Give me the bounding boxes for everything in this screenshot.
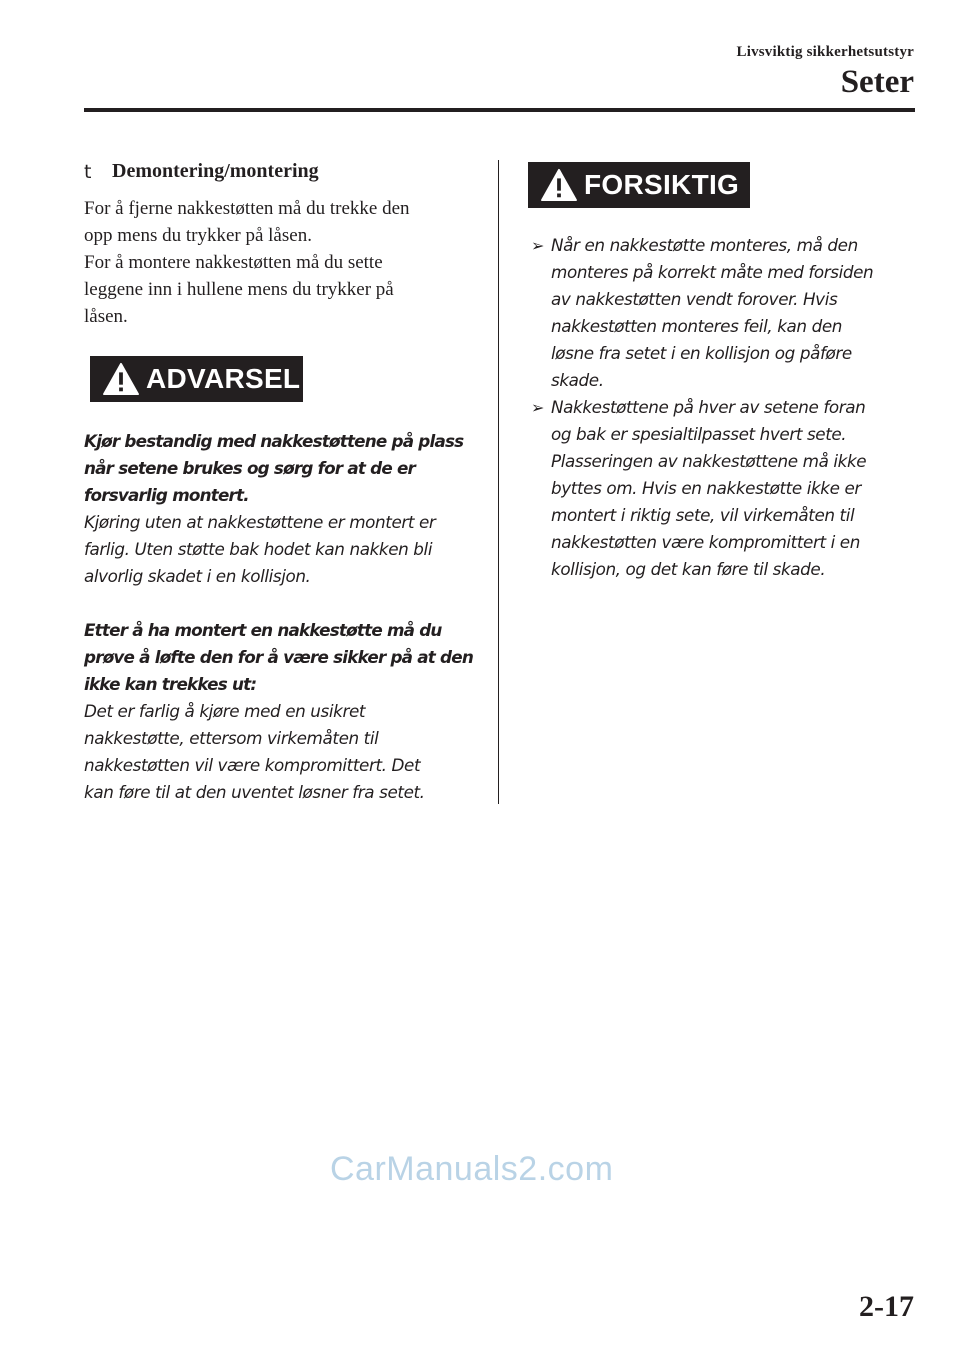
warning-block [84,428,474,806]
warning-line: prøve å løfte den for å være sikker på at den [84,647,473,667]
caution-line: av nakkestøtten vendt forover. Hvis [551,289,838,309]
warning-triangle-icon [540,168,578,202]
instructions-paragraph [84,195,474,330]
caution-line: nakkestøtten være kompromittert i en [551,532,860,552]
caution-label [528,162,750,208]
warning-bold [84,428,474,509]
caution-line: Når en nakkestøtte monteres, må den [551,235,858,255]
caution-line: og bak er spesialtilpasset hvert sete. [551,424,847,444]
warning-text [84,698,474,806]
caution-item [528,394,918,583]
warning-triangle-icon [102,362,140,396]
caution-text [551,394,866,583]
caution-line: løsne fra setet i en kollisjon og påføre [551,343,852,363]
section-heading [84,160,474,183]
caution-line: montert i riktig sete, vil virkemåten til [551,505,855,525]
column-divider [498,160,499,804]
paragraph-line: opp mens du trykker på låsen. [84,225,312,246]
paragraph-line: For å montere nakkestøtten må du sette [84,252,383,273]
warning-line: nakkestøtte, ettersom virkemåten til [84,728,379,748]
warning-line: nakkestøtten vil være kompromittert. Det [84,755,421,775]
caution-text [551,232,873,394]
caution-line: byttes om. Hvis en nakkestøtte ikke er [551,478,861,498]
warning-line: Kjøring uten at nakkestøttene er montert er [84,512,436,532]
warning-bold [84,617,474,698]
warning-label-text: ADVARSEL [146,363,301,394]
warning-line: kan føre til at den uventet løsner fra setet. [84,782,425,802]
caution-line: nakkestøtten monteres feil, kan den [551,316,842,336]
paragraph-line: leggene inn i hullene mens du trykker på [84,279,394,300]
warning-line: ikke kan trekkes ut: [84,674,257,694]
caution-label-text: FORSIKTIG [584,169,740,200]
caution-item [528,232,918,394]
caution-line: monteres på korrekt måte med forsiden [551,262,874,282]
arrow-bullet-icon: ➢ [531,236,545,255]
warning-text [84,509,474,590]
page-header-kicker: Livsviktig sikkerhetsutstyr [736,44,914,60]
warning-line: når setene brukes og sørg for at de er [84,458,416,478]
section-bullet: t [84,160,92,183]
warning-line: Det er farlig å kjøre med en usikret [84,701,366,721]
header-rule [84,108,915,112]
warning-line: forsvarlig montert. [84,485,249,505]
section-title: Demontering/montering [112,160,319,182]
warning-line: farlig. Uten støtte bak hodet kan nakken bli [84,539,433,559]
paragraph-line: låsen. [84,306,128,327]
caution-line: Plasseringen av nakkestøttene må ikke [551,451,867,471]
arrow-bullet-icon: ➢ [531,398,545,417]
caution-line: skade. [551,370,604,390]
page-header-title: Seter [840,64,914,100]
warning-line: Etter å ha montert en nakkestøtte må du [84,620,442,640]
paragraph-line: For å fjerne nakkestøtten må du trekke den [84,198,410,219]
page-number: 2-17 [859,1290,914,1323]
right-column [528,162,918,583]
warning-label [90,356,303,402]
warning-line: alvorlig skadet i en kollisjon. [84,566,311,586]
watermark-link[interactable]: CarManuals2.com [330,1150,614,1188]
warning-line: Kjør bestandig med nakkestøttene på plass [84,431,464,451]
left-column [84,160,474,806]
caution-line: Nakkestøttene på hver av setene foran [551,397,866,417]
caution-line: kollisjon, og det kan føre til skade. [551,559,826,579]
caution-list [528,232,918,583]
